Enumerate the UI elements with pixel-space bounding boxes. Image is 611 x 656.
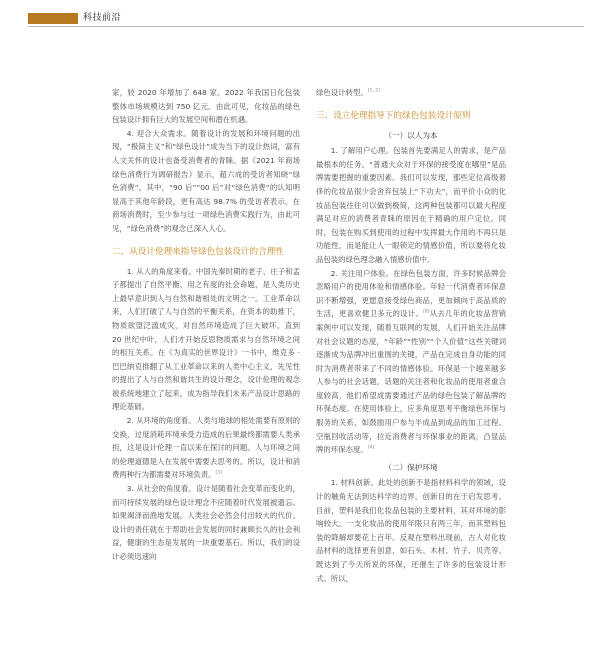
left-column [112,86,300,564]
paragraph-text: 从去几年的化妆品营销案例中可以发现，随着互联网的发展，人们开始关注品牌对社会议题的态度，“年龄”“性别”“个人价值”这些关键词逐渐成为品牌冲出重围的关键，产品在完成自身功能的同时为消费者带来了不同的情感体验。环保是一个越来越多人参与的社会话题，话题的关注者和化妆品的使用者重合度较高，他们希望成需要通过产品的绿色包装了解品牌的环保态度。在使用体验上，应多角度思考平衡绿色环保与服务的关系，如鼓励用户参与半成品到成品的加工过程、空瓶回收活动等，拉近消费者与环保事业的距离，凸显品牌的环保态度。 [316,309,506,455]
paragraph-text: 1. 从人的角度来看。中国先秦时期的老子、庄子和孟子都提出了自然平衡、用之有度的社会命题，是人类历史上最早意识到人与自然和谐相处的文明之一。工业革命以来，人们打破了人与自然的平衡关系，在资本的助推下，物质欲望泛滥成灾，对自然环境造成了巨大破坏。直到 20 世纪中叶，人们才开始反思物质需求与自然环境之间的相互关系。在《为真实的世界设计》一书中，维克多 · 巴巴纳克推翻了从工业革命以来的人类中心主义，先见性的提出了人与自然和谐共生的设计理念，设计伦理的观念被系统地建立了起来，成为指导我们未来产品设计思路的理论基础。 [112,266,300,412]
subsection-heading: （二）保护环境 [384,462,438,472]
paragraph-text: 3. 从社会的角度看。设计是随着社会变革而变化的，而可持续发展的绿色设计理念不应随着时代发展被遗忘。如果竭泽而渔地发展，人类社会必然会付出较大的代价。设计的责任就在于帮助社会发展的同时兼顾长久的社会利益，健康的生态是发展的一块重要基石。所以，我们的设计必须迅速向 [112,484,300,561]
paragraph-text: 绿色设计转型。 [316,88,368,97]
section-heading: 二、从设计伦理来指导绿色包装设计的合理性 [112,246,284,257]
body-paragraph [316,476,506,585]
body-paragraph [112,414,300,482]
header-divider [28,26,584,27]
paragraph-text: 1. 了解用户心理。包装首先要满足人的需求，是产品最根本的任务。“普通大众对于环保的接受度在哪里”是品牌需要把握的重要因素。我们可以发现，那些定位高级奢侈的化妆品很少会舍弃包装上“下功夫”，而平价小众的化妆品包装往往可以做到极简，这两种包装都可以最大程度满足对应的消费者青睐的原因在于精确的用户定位。同时，包装在购买到使用的过程中发挥最大作用的不再只是功能性，而是能让人一眼锁定的情感价值，所以要将化妆品包装的绿色理念融入情感价值中。 [316,146,506,264]
section-title: 科技前沿 [83,13,122,23]
citation-ref: [3] [215,470,222,476]
paragraph-text: 2. 关注用户体验。在绿色包装方面，许多时候品牌会忽略用户的使用体验和情感体验。年轻一代消费者环保意识不断增强，更愿意接受绿色商品，更加倾向于高品质的生活，更喜欢健卫多元的设计。 [316,268,506,319]
paragraph-text: 2. 从环境的角度看。人类与地球的相处需要有原则的交换，过度消耗环境承受力造成的后果最终都需要人类承担，这是设计伦理一直以来在探讨的问题。人与环境之间的伦理道德是人在发展中需要去思考的。所以，设计和消费两种行为都需要对环境负责。 [112,416,300,480]
body-paragraph [112,482,300,564]
citation-ref: [8] [423,309,430,315]
body-paragraph [316,86,506,100]
header-accent-bar [28,13,78,24]
body-paragraph [316,144,506,266]
citation-ref: [4] [367,445,375,451]
subsection-heading: （一）以人为本 [384,130,438,140]
body-paragraph [316,267,506,457]
section-heading: 三、设立伦理指导下的绿色包装设计原则 [316,110,471,121]
body-paragraph [112,86,300,127]
body-paragraph [112,265,300,415]
right-column [316,86,506,585]
body-paragraph [112,127,300,236]
paragraph-text: 4. 迎合大众需求。随着设计的发展和环境问题的出现，“极简主义”和“绿色设计”成为当下的设计热词，富有人文关怀的设计也备受消费者的青睐。据《2021 年商场绿色消费行为调研报告》显示，超六成的受访者知晓“绿色消费”，其中，“90 后”“00 后”对“绿色消费”的认知明显高于其他年龄段，更有高达 98.7% 的受访者表示，在商场消费时，至少参与过一项绿色消费实践行为，由此可见，“绿色消费”的观念已深入人心。 [112,128,300,233]
citation-ref: [1, 2] [367,88,380,94]
paragraph-text: 家，较 2020 年增加了 648 家。2022 年我国日化包装整体市场规模达到 750 亿元。由此可见，化妆品的绿色包装设计拥有巨大的发展空间和潜在机遇。 [112,88,300,125]
paragraph-text: 1. 材料创新。此处的创新不是指材料科学的领域，设计的触角无法到达科学的边界，创新目的在于启发思考。目前，塑料是我们化妆品包装的主要材料，其对环境的影响较大。一支化妆品的使用年限只有两三年，而其塑料包装的降解却要花上百年。反观在塑料出现前，古人对化妆品材料的选择更有创意，如石头、木材、竹子、贝壳等。既达到了今天所说的环保，还催生了许多的包装设计形式。所以， [316,478,506,583]
